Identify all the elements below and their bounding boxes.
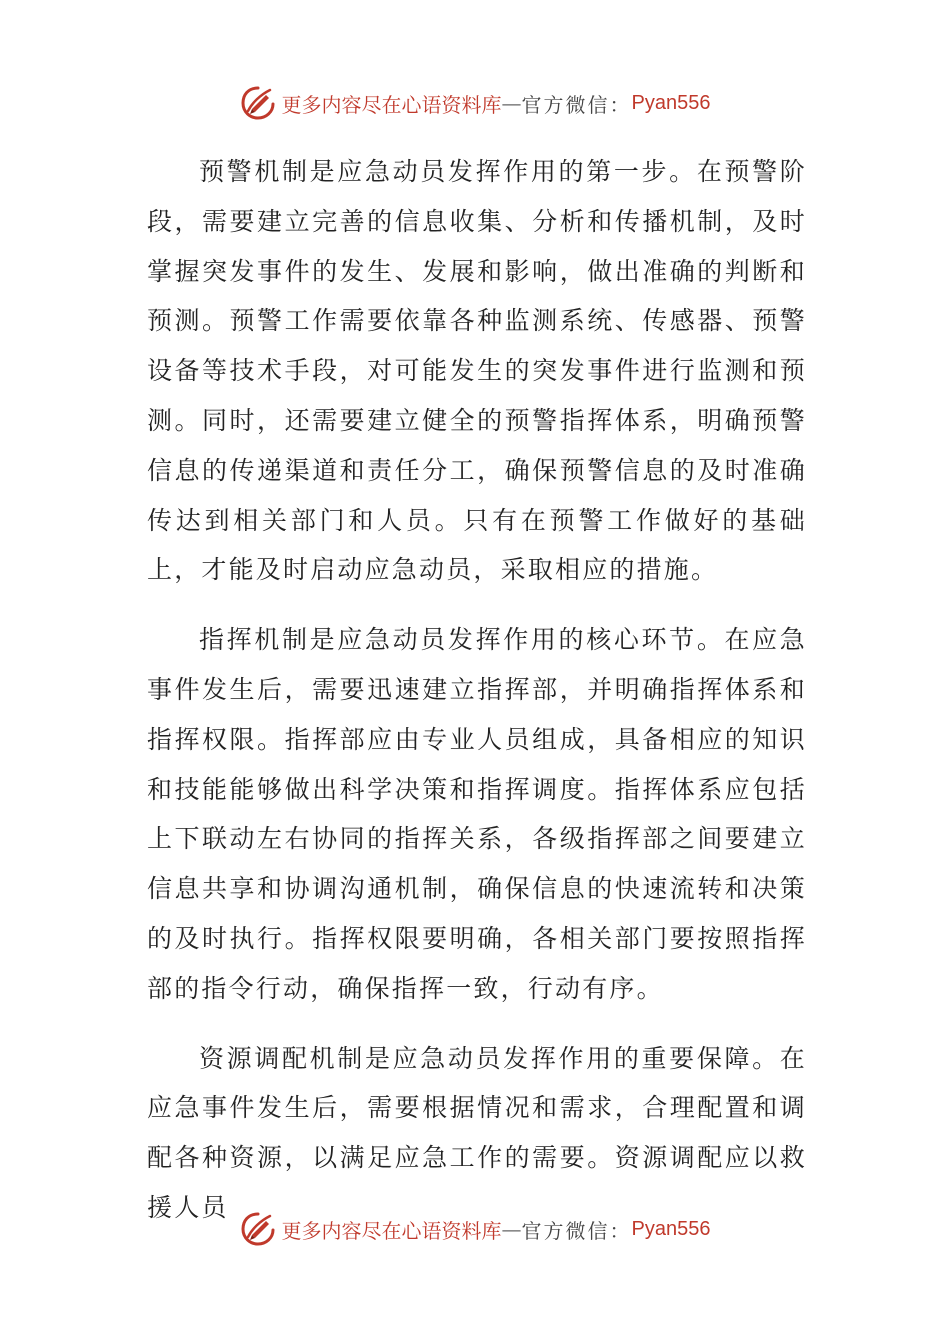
banner-wechat-id: Pyan556 bbox=[631, 91, 711, 114]
banner-wechat-id: Pyan556 bbox=[631, 1217, 711, 1240]
banner-wechat-label: 官方微信： bbox=[521, 92, 632, 117]
banner-separator: — bbox=[501, 1217, 522, 1241]
pen-swirl-logo-icon bbox=[240, 1211, 276, 1247]
paragraph-early-warning: 预警机制是应急动员发挥作用的第一步。在预警阶段，需要建立完善的信息收集、分析和传播机制，及时掌握突发事件的发生、发展和影响，做出准确的判断和预测。预警工作需要依靠各种监测系统、传感器、预警设备等技术手段，对可能发生的突发事件进行监测和预测。同时，还需要建立健全的预警指挥体系，明确预警信息的传递渠道和责任分工，确保预警信息的及时准确传达到相关部门和人员。只有在预警工作做好的基础上，才能及时启动应急动员，采取相应的措施。 bbox=[147, 157, 807, 585]
banner-separator: — bbox=[501, 91, 522, 115]
header-banner bbox=[0, 83, 950, 123]
banner-wechat-label: 官方微信： bbox=[521, 1218, 632, 1243]
banner-site-name: 更多内容尽在心语资料库 bbox=[281, 92, 502, 117]
banner-site-name: 更多内容尽在心语资料库 bbox=[281, 1218, 502, 1243]
paragraph-resource-allocation: 资源调配机制是应急动员发挥作用的重要保障。在应急事件发生后，需要根据情况和需求，合理配置和调配各种资源，以满足应急工作的需要。资源调配应以救援人员 bbox=[147, 1043, 807, 1222]
pen-swirl-logo-icon bbox=[240, 85, 276, 121]
footer-banner bbox=[0, 1209, 950, 1249]
document-body bbox=[147, 147, 807, 1253]
paragraph-command: 指挥机制是应急动员发挥作用的核心环节。在应急事件发生后，需要迅速建立指挥部，并明确指挥体系和指挥权限。指挥部应由专业人员组成，具备相应的知识和技能能够做出科学决策和指挥调度。指挥体系应包括上下联动左右协同的指挥关系，各级指挥部之间要建立信息共享和协调沟通机制，确保信息的快速流转和决策的及时执行。指挥权限要明确，各相关部门要按照指挥部的指令行动，确保指挥一致，行动有序。 bbox=[147, 625, 807, 1003]
